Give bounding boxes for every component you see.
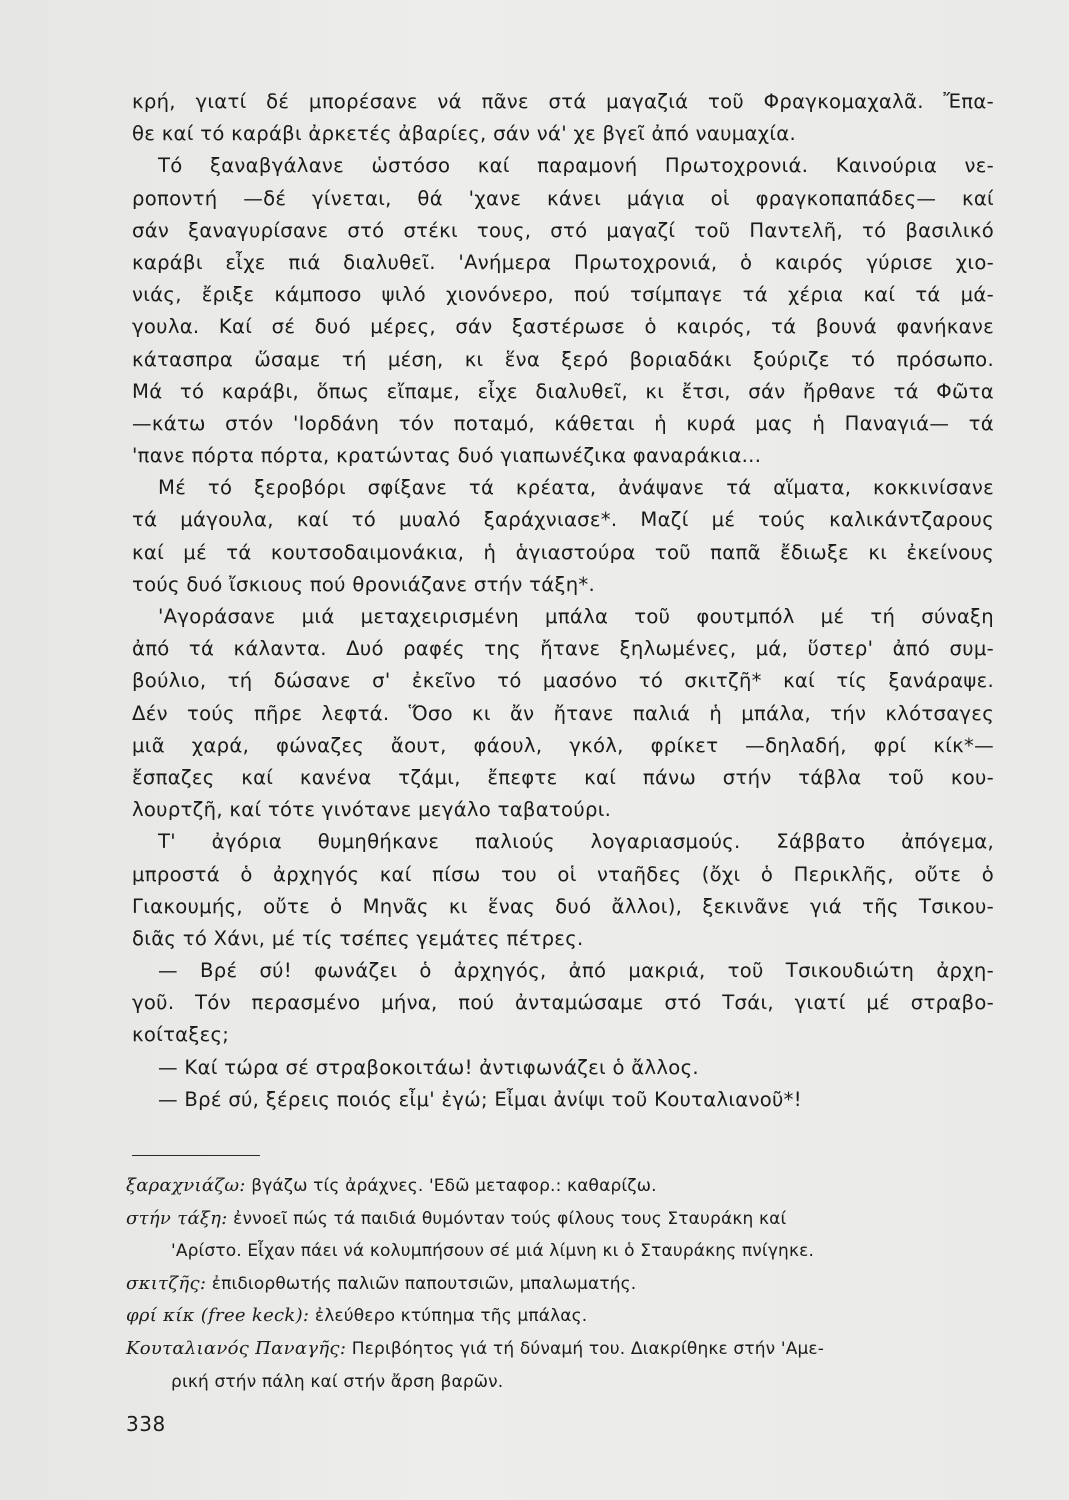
text-line: καί μέ τά κουτσοδαιμονάκια, ἡ ἁγιαστούρα τοῦ παπᾶ ἔδιωξε κι ἐκείνους [132, 540, 994, 564]
text-line: βούλιο, τή δώσανε σ' ἐκεῖνο τό μασόνο τό σκιτζῆ* καί τίς ξανάραψε. [132, 669, 994, 693]
footnote-definition: ἐπιδιορθωτής παλιῶν παπουτσιῶν, μπαλωματής. [206, 1273, 637, 1294]
text-line: μπροστά ὁ ἀρχηγός καί πίσω του οἱ νταῆδες (ὄχι ὁ Περικλῆς, οὔτε ὁ [132, 862, 994, 886]
text-line: θε καί τό καράβι ἀρκετές ἀβαρίες, σάν νά' χε βγεῖ ἀπό ναυμαχία. [132, 122, 797, 146]
text-line: ροποντή —δέ γίνεται, θά 'χανε κάνει μάγια οἱ φραγκοπαπάδες— καί [132, 186, 994, 210]
text-line: Τό ξαναβγάλανε ὡστόσο καί παραμονή Πρωτοχρονιά. Καινούρια νε- [158, 154, 994, 178]
text-line: νιάς, ἔριξε κάμποσο ψιλό χιονόνερο, πού τσίμπαγε τά χέρια καί τά μά- [132, 283, 994, 307]
dialogue-line: — Βρέ σύ! φωνάζει ὁ ἀρχηγός, ἀπό μακριά, τοῦ Τσικουδιώτη ἀρχη- [158, 959, 994, 983]
text-line: τά μάγουλα, καί τό μυαλό ξαράχνιασε*. Μαζί μέ τούς καλικάντζαρους [132, 508, 994, 532]
footnote-term: ξαραχνιάζω: [126, 1175, 246, 1196]
footnote [126, 1170, 996, 1203]
footnote-divider [132, 1155, 260, 1156]
text-line: σάν ξαναγυρίσανε στό στέκι τους, στό μαγαζί τοῦ Παντελῆ, τό βασιλικό [132, 218, 994, 242]
text-line: 'Αγοράσανε μιά μεταχειρισμένη μπάλα τοῦ φουτμπόλ μέ τή σύναξη [158, 605, 994, 628]
page-number: 338 [126, 1412, 166, 1436]
text-line: —κάτω στόν 'Ιορδάνη τόν ποταμό, κάθεται ἡ κυρά μας ἡ Παναγιά— τά [132, 411, 994, 435]
text-line: Δέν τούς πῆρε λεφτά. Ὅσο κι ἄν ἤτανε παλιά ἡ μπάλα, τήν κλότσαγες [132, 701, 994, 725]
footnote-definition: ρική στήν πάλη καί στήν ἄρση βαρῶν. [171, 1371, 504, 1392]
footnote-term: φρί κίκ (free keck): [126, 1305, 310, 1327]
footnote-term: Κουταλιανός Παναγῆς: [126, 1337, 347, 1359]
text-line: ἀπό τά κάλαντα. Δυό ραφές της ἤτανε ξηλωμένες, μά, ὕστερ' ἀπό συμ- [132, 637, 994, 661]
text-line: λουρτζῆ, καί τότε γινότανε μεγάλο ταβατούρι. [132, 798, 612, 822]
footnote [126, 1268, 996, 1301]
footnote [126, 1300, 996, 1333]
main-text [132, 86, 994, 1116]
footnote [126, 1203, 996, 1236]
footnote-term: σκιτζῆς: [126, 1272, 207, 1294]
footnote-definition: 'Αρίστο. Εἶχαν πάει νά κολυμπήσουν σέ μιά λίμνη κι ὁ Σταυράκης πνίγηκε. [171, 1241, 815, 1262]
text-line: Μά τό καράβι, ὅπως εἴπαμε, εἶχε διαλυθεῖ, κι ἔτσι, σάν ἤρθανε τά Φῶτα [132, 379, 994, 403]
dialogue-line: — Καί τώρα σέ στραβοκοιτάω! ἀντιφωνάζει ὁ ἄλλος. [158, 1055, 699, 1079]
text-line: Γιακουμής, οὔτε ὁ Μηνᾶς κι ἕνας δυό ἄλλοι), ξεκινᾶνε γιά τῆς Τσικου- [132, 894, 994, 918]
text-line: καράβι εἶχε πιά διαλυθεῖ. 'Ανήμερα Πρωτοχρονιά, ὁ καιρός γύρισε χιο- [132, 250, 994, 274]
footnotes [126, 1170, 996, 1398]
footnote-definition: Περιβόητος γιά τή δύναμή του. Διακρίθηκε στήν 'Αμε- [346, 1338, 825, 1359]
text-line: γουλα. Καί σέ δυό μέρες, σάν ξαστέρωσε ὁ καιρός, τά βουνά φανήκανε [132, 315, 994, 339]
text-line: Μέ τό ξεροβόρι σφίξανε τά κρέατα, ἀνάψανε τά αἵματα, κοκκινίσανε [158, 476, 994, 500]
footnote-definition: βγάζω τίς ἀράχνες. 'Εδῶ μεταφορ.: καθαρίζω. [245, 1176, 657, 1196]
footnote-definition: ἐννοεῖ πώς τά παιδιά θυμόνταν τούς φίλους τους Σταυράκη καί [227, 1208, 787, 1229]
text-line: Τ' ἀγόρια θυμηθήκανε παλιούς λογαριασμούς. Σάββατο ἀπόγεμα, [158, 830, 994, 854]
footnote-definition: ἐλεύθερο κτύπημα τῆς μπάλας. [309, 1306, 588, 1327]
text-line: κοίταξες; [132, 1023, 230, 1047]
dialogue-line: — Βρέ σύ, ξέρεις ποιός εἶμ' ἐγώ; Εἶμαι ἀνίψι τοῦ Κουταλιανοῦ*! [158, 1087, 802, 1111]
text-line: διᾶς τό Χάνι, μέ τίς τσέπες γεμάτες πέτρες. [132, 926, 584, 950]
footnote-continuation [126, 1366, 996, 1399]
text-line: τούς δυό ἴσκιους πού θρονιάζανε στήν τάξη*. [132, 572, 596, 596]
text-line: γοῦ. Τόν περασμένο μήνα, πού ἀνταμώσαμε στό Τσάι, γιατί μέ στραβο- [132, 991, 994, 1015]
text-line: κρή, γιατί δέ μπορέσανε νά πᾶνε στά μαγαζιά τοῦ Φραγκομαχαλᾶ. Ἔπα- [132, 90, 994, 113]
footnote [126, 1333, 996, 1366]
footnote-continuation [126, 1235, 996, 1268]
text-line: μιᾶ χαρά, φώναζες ἄουτ, φάουλ, γκόλ, φρίκετ —δηλαδή, φρί κίκ*— [132, 733, 994, 757]
text-line: κάτασπρα ὥσαμε τή μέση, κι ἕνα ξερό βοριαδάκι ξούριζε τό πρόσωπο. [132, 347, 994, 371]
text-line: ἔσπαζες καί κανένα τζάμι, ἔπεφτε καί πάνω στήν τάβλα τοῦ κου- [132, 765, 994, 789]
footnote-term: στήν τάξη: [126, 1207, 228, 1229]
text-line: 'πανε πόρτα πόρτα, κρατώντας δυό γιαπωνέζικα φαναράκια... [132, 444, 762, 468]
